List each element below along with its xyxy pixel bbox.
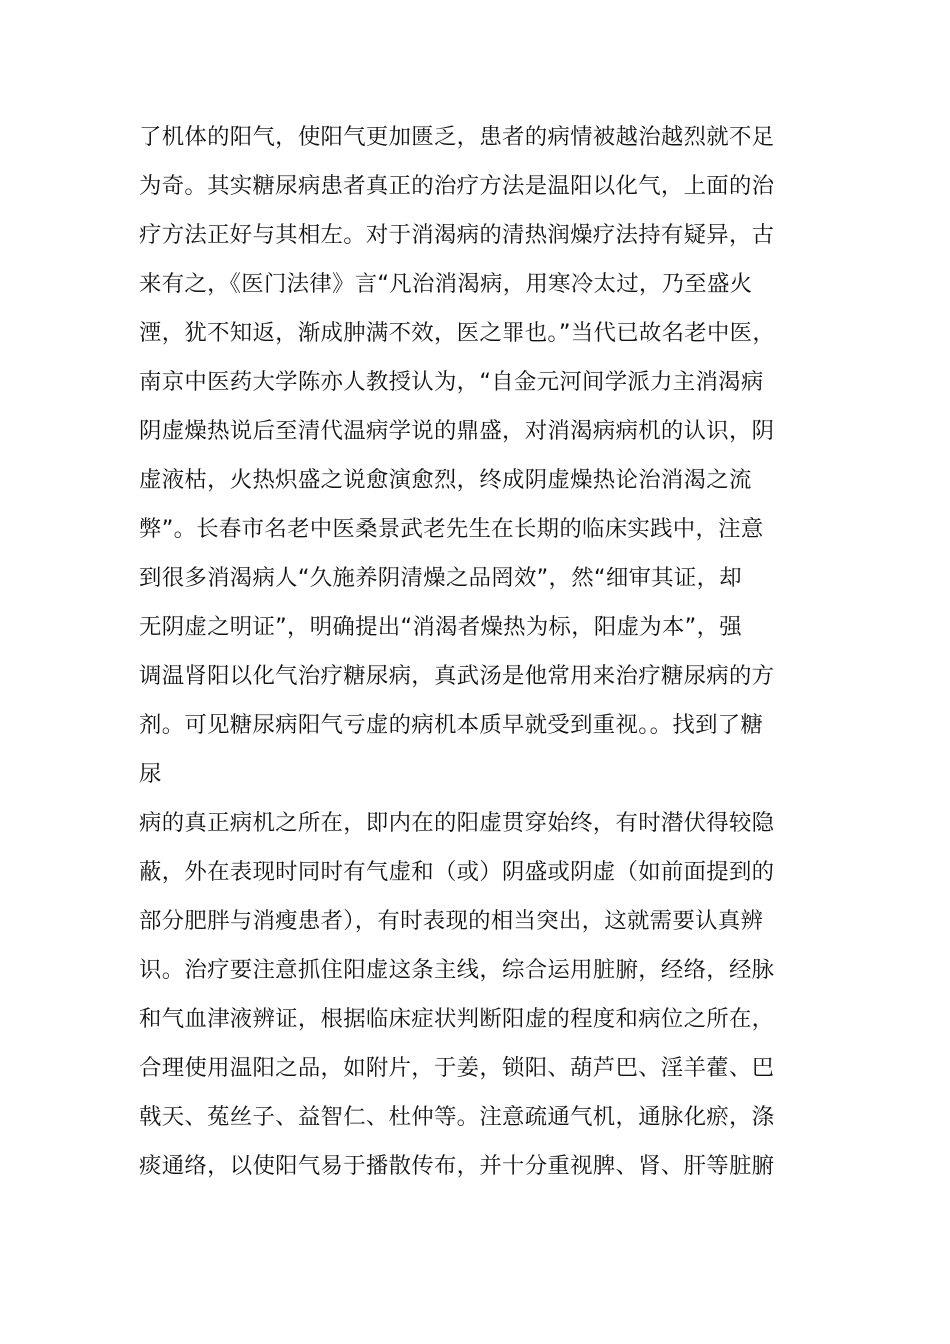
text-line: 戟天、菟丝子、益智仁、杜仲等。注意疏通气机，通脉化瘀，涤: [139, 1104, 775, 1130]
text-line: 识。治疗要注意抓住阳虚这条主线，综合运用脏腑，经络，经脉: [139, 957, 775, 983]
text-line: 和气血津液辨证，根据临床症状判断阳虚的程度和病位之所在，: [139, 1006, 775, 1032]
body-text: [139, 113, 819, 1191]
text-line: 尿: [139, 761, 162, 787]
text-line: 阴虚燥热说后至清代温病学说的鼎盛，对消渴病病机的认识，阴: [139, 418, 775, 444]
text-line: 剂。可见糖尿病阳气亏虚的病机本质早就受到重视。。找到了糖: [139, 712, 764, 738]
text-line: 虚液枯，火热炽盛之说愈演愈烈，终成阴虚燥热论治消渴之流: [139, 467, 752, 493]
text-line: 了机体的阳气，使阳气更加匮乏，患者的病情被越治越烈就不足: [139, 124, 775, 150]
text-line: 来有之，《医门法律》言“凡治消渴病，用寒冷太过，乃至盛火: [139, 271, 753, 297]
text-line: 无阴虚之明证”，明确提出“消渴者燥热为标，阳虚为本”，强: [139, 614, 742, 640]
text-line: 为奇。其实糖尿病患者真正的治疗方法是温阳以化气，上面的治: [139, 173, 775, 199]
text-line: 疗方法正好与其相左。对于消渴病的清热润燥疗法持有疑异，古: [139, 222, 775, 248]
text-line: 南京中医药大学陈亦人教授认为，“自金元河间学派力主消渴病: [139, 369, 764, 395]
text-line: 调温肾阳以化气治疗糖尿病，真武汤是他常用来治疗糖尿病的方: [139, 663, 775, 689]
text-line: 病的真正病机之所在，即内在的阳虚贯穿始终，有时潜伏得较隐: [139, 810, 775, 836]
text-line: 部分肥胖与消瘦患者），有时表现的相当突出，这就需要认真辨: [139, 908, 764, 934]
text-line: 弊”。长春市名老中医桑景武老先生在长期的临床实践中，注意: [139, 516, 764, 542]
text-line: 合理使用温阳之品，如附片，于姜，锁阳、葫芦巴、淫羊藿、巴: [139, 1055, 775, 1081]
text-line: 到很多消渴病人“久施养阴清燥之品罔效”，然“细审其证，却: [139, 565, 742, 591]
text-line: 蔽，外在表现时同时有气虚和（或）阴盛或阴虚（如前面提到的: [139, 859, 775, 885]
text-line: 湮，犹不知返，渐成肿满不效，医之罪也。”当代已故名老中医，: [139, 320, 776, 346]
text-line: 痰通络，以使阳气易于播散传布，并十分重视脾、肾、肝等脏腑: [139, 1153, 775, 1179]
